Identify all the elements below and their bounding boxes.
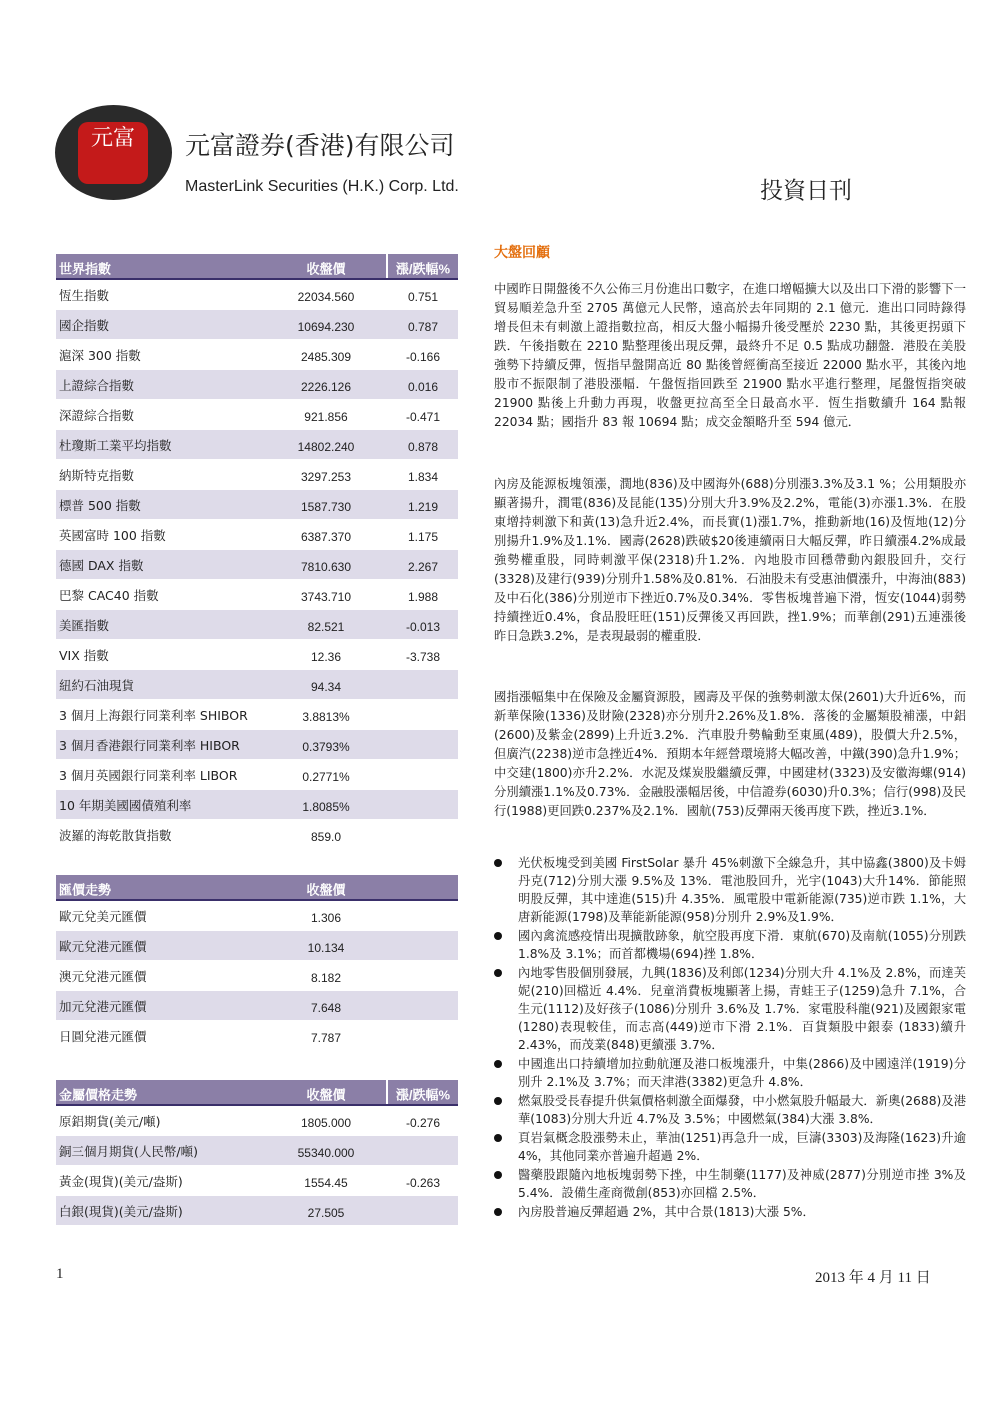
world-indices-table	[56, 254, 458, 850]
close-value: 7810.630	[300, 559, 352, 574]
bullet-item	[494, 1055, 966, 1091]
row-label: 白銀(現貨)(美元/盎斯)	[59, 1203, 183, 1219]
row-label: 國企指數	[59, 317, 110, 333]
row-label: 美匯指數	[59, 617, 110, 633]
logo-mark: 元富	[78, 122, 148, 184]
bullet-text: 國內禽流感疫情出現擴散跡象，航空股再度下滑．東航(670)及南航(1055)分別跌 1.8%及 3.1%；而首都機場(694)挫 1.8%．	[518, 929, 966, 961]
header-separator	[386, 254, 388, 278]
change-value: -0.276	[405, 1115, 441, 1130]
change-value: -0.013	[405, 619, 441, 634]
bullet-icon	[494, 969, 502, 977]
table-row	[56, 280, 458, 310]
close-value: 14802.240	[297, 439, 355, 454]
change-value: 0.016	[407, 379, 439, 394]
row-label: 深證綜合指數	[59, 407, 135, 423]
close-value: 22034.560	[297, 289, 355, 304]
company-name-cn: 元富證券(香港)有限公司	[185, 131, 455, 160]
bullet-item	[494, 927, 966, 963]
change-value: -0.263	[405, 1175, 441, 1190]
row-label: VIX 指數	[59, 647, 109, 663]
table-row	[56, 310, 458, 340]
close-value: 921.856	[304, 409, 348, 424]
change-value: 1.988	[407, 589, 439, 604]
header-cell: 收盤價	[306, 1087, 346, 1103]
bullet-icon	[494, 1208, 502, 1216]
table-header	[56, 1080, 458, 1106]
close-value: 0.3793%	[302, 739, 350, 754]
close-value: 7.787	[310, 1030, 342, 1045]
report-title: 投資日刊	[760, 178, 852, 204]
close-value: 27.505	[307, 1205, 345, 1220]
bullet-icon	[494, 1134, 502, 1142]
close-value: 1.306	[310, 910, 342, 925]
header-cell: 匯價走勢	[59, 883, 112, 899]
change-value: 1.834	[407, 469, 439, 484]
bullet-item	[494, 1129, 966, 1165]
review-paragraph-3: 國指漲幅集中在保險及金屬資源股，國壽及平保的強勢刺激太保(2601)大升近6%，而新華保險(1336)及財險(2328)亦分別升2.26%及1.8%．落後的金屬類股補漲，中鋁(2600)及紫金(2899)上升近3.2%．汽車股升勢輪動至東風(489)，股價大升2.5%，但廣汽(2238)逆市急挫近4%．預期本年經營環境將大幅改善，中鐵(390)急升1.9%；中交建(1800)亦升2.2%．水泥及煤炭股繼續反彈，中國建材(3323)及安徽海螺(914)分別續漲1.1%及0.73%．金融股漲幅居後，中信證券(6030)升0.3%；信行(998)及民行(1988)更回跌0.237%及2.1%．國航(753)反彈兩天後再度下跌，挫近3.1%．	[494, 690, 966, 818]
bullet-item	[494, 964, 966, 1054]
table-row	[56, 1106, 458, 1136]
table-row	[56, 1136, 458, 1166]
bullet-icon	[494, 1097, 502, 1105]
change-value: 0.751	[407, 289, 439, 304]
row-label: 德國 DAX 指數	[59, 557, 144, 573]
bullet-text: 內地零售股個別發展，九興(1836)及利郎(1234)分別大升 4.1%及 2.8%，而達芙妮(210)回檔近 4.4%．兒童消費板塊顯著上揚，青蛙王子(1259)急升 7.1%，合生元(1112)及好孩子(1086)分別升 3.6%及 1.7%．家電股科龍(921)及國銀家電(1280)表現較佳，而志高(449)逆市下滑 2.1%．百貨類股中銀泰 (1833)續升 2.43%，而茂業(848)更續漲 3.7%．	[518, 966, 966, 1052]
table-row	[56, 370, 458, 400]
close-value: 8.182	[310, 970, 342, 985]
table-row	[56, 901, 458, 931]
table-row	[56, 430, 458, 460]
row-label: 標普 500 指數	[59, 497, 141, 513]
row-label: 滬深 300 指數	[59, 347, 141, 363]
row-label: 銅三個月期貨(人民幣/噸)	[59, 1143, 198, 1159]
bullet-text: 中國進出口持續增加拉動航運及港口板塊漲升，中集(2866)及中國遠洋(1919)分別升 2.1%及 3.7%；而天津港(3382)更急升 4.8%．	[518, 1057, 966, 1089]
bullet-icon	[494, 932, 502, 940]
close-value: 1805.000	[300, 1115, 352, 1130]
table-row	[56, 1166, 458, 1196]
bullet-item	[494, 854, 966, 926]
close-value: 0.2771%	[302, 769, 350, 784]
table-header	[56, 875, 458, 901]
close-value: 3.8813%	[302, 709, 350, 724]
table-header	[56, 254, 458, 280]
bullet-text: 內房股普遍反彈超過 2%，其中合景(1813)大漲 5%．	[518, 1205, 815, 1219]
close-value: 2226.126	[300, 379, 352, 394]
row-label: 杜瓊斯工業平均指數	[59, 437, 172, 453]
header-separator	[386, 1080, 388, 1104]
table-row	[56, 340, 458, 370]
close-value: 7.648	[310, 1000, 342, 1015]
close-value: 12.36	[310, 649, 342, 664]
header-cell: 世界指數	[59, 262, 112, 278]
table-row	[56, 460, 458, 490]
change-value: 1.175	[407, 529, 439, 544]
close-value: 10694.230	[297, 319, 355, 334]
table-row	[56, 700, 458, 730]
close-value: 1554.45	[304, 1175, 348, 1190]
row-label: 黃金(現貨)(美元/盎斯)	[59, 1173, 183, 1189]
review-paragraph-2: 內房及能源板塊領漲，潤地(836)及中國海外(688)分別漲3.3%及3.1 %；公用類股亦顯著揚升，潤電(836)及昆能(135)分別大升3.9%及2.2%，電能(3)亦漲1.3%．在股東增持刺激下和黃(13)急升近2.4%，而長實(1)漲1.7%，推動新地(16)及恆地(12)分別揚升1.9%及1.1%．國壽(2628)跌破$20後連續兩日大幅反彈，昨日續漲4.2%成最強勢權重股，同時刺激平保(2318)升1.2%．內地股市回穩帶動內銀股回升，交行(3328)及建行(939)分別升1.58%及0.81%．石油股未有受惠油價漲升，中海油(883)及中石化(386)分別逆市下挫近0.7%及0.34%．零售板塊普遍下滑，恆安(1044)弱勢持續挫近0.4%，食品股旺旺(151)反彈後又再回跌，挫1.9%；而華創(291)五連漲後昨日急跌3.2%，是表現最弱的權重股．	[494, 477, 966, 643]
close-value: 1587.730	[300, 499, 352, 514]
section-title: 大盤回顧	[494, 245, 550, 261]
close-value: 6387.370	[300, 529, 352, 544]
table-row	[56, 790, 458, 820]
row-label: 納斯特克指數	[59, 467, 135, 483]
table-row	[56, 670, 458, 700]
row-label: 歐元兌美元匯價	[59, 908, 147, 924]
close-value: 2485.309	[300, 349, 352, 364]
table-row	[56, 931, 458, 961]
change-value: 0.787	[407, 319, 439, 334]
row-label: 巴黎 CAC40 指數	[59, 587, 159, 603]
row-label: 歐元兌港元匯價	[59, 938, 147, 954]
table-row	[56, 400, 458, 430]
report-date: 2013 年 4 月 11 日	[815, 1270, 931, 1286]
bullet-item	[494, 1203, 966, 1221]
close-value: 3743.710	[300, 589, 352, 604]
bullet-text: 醫藥股跟隨內地板塊弱勢下挫，中生制藥(1177)及神威(2877)分別逆市挫 3%及 5.4%．設備生產商微創(853)亦回檔 2.5%．	[518, 1168, 966, 1200]
change-value: -0.166	[405, 349, 441, 364]
table-row	[56, 961, 458, 991]
table-row	[56, 1021, 458, 1051]
close-value: 94.34	[310, 679, 342, 694]
header-cell: 收盤價	[306, 882, 346, 898]
row-label: 3 個月香港銀行同業利率 HIBOR	[59, 737, 240, 753]
change-value: -3.738	[405, 649, 441, 664]
bullet-item	[494, 1092, 966, 1128]
change-value: -0.471	[405, 409, 441, 424]
bullet-text: 燃氣股受長春提升供氣價格刺激全面爆發，中小燃氣股升幅最大．新奧(2688)及港華(1083)分別大升近 4.7%及 3.5%；中國燃氣(384)大漲 3.8%．	[518, 1094, 966, 1126]
table-row	[56, 610, 458, 640]
row-label: 紐約石油現貨	[59, 677, 135, 693]
close-value: 55340.000	[297, 1145, 355, 1160]
bullet-item	[494, 1166, 966, 1202]
close-value: 859.0	[310, 829, 342, 844]
header-cell: 收盤價	[306, 261, 346, 277]
table-row	[56, 490, 458, 520]
header-cell: 金屬價格走勢	[59, 1088, 138, 1104]
header-cell: 漲/跌幅%	[395, 261, 451, 277]
bullet-text: 頁岩氣概念股漲勢未止，華油(1251)再急升一成，巨濤(3303)及海隆(1623)升逾 4%，其他同業亦普遍升超過 2%．	[518, 1131, 966, 1163]
close-value: 1.8085%	[302, 799, 350, 814]
row-label: 澳元兌港元匯價	[59, 968, 147, 984]
row-label: 恆生指數	[59, 287, 110, 303]
review-paragraph-1: 中國昨日開盤後不久公佈三月份進出口數字，在進口增幅擴大以及出口下滑的影響下一貿易順差急升至 2705 萬億元人民幣，遠高於去年同期的 2.1 億元．進出口同時錄得增長但未有刺激上證指數拉高，相反大盤小幅揚升後受壓於 2230 點，其後更拐頭下跌．午後指數在 2210 點整理後出現反彈，最終升不足 0.5 點成功翻盤．港股在美股強勢下持續反彈，恆指早盤開高近 80 點後曾經衝高至接近 22000 點水平，其後內地股市不振限制了港股漲幅．午盤恆指回跌至 21900 點水平進行整理，尾盤恆指突破 21900 點後上升動力再現，收盤更拉高至全日最高水平．恆生指數續升 164 點報 22034 點；國指升 83 報 10694 點；成交金額略升至 594 億元．	[494, 282, 966, 429]
close-value: 3297.253	[300, 469, 352, 484]
table-row	[56, 520, 458, 550]
page-number: 1	[56, 1266, 64, 1282]
table-row	[56, 550, 458, 580]
table-row	[56, 1196, 458, 1226]
change-value: 1.219	[407, 499, 439, 514]
row-label: 3 個月英國銀行同業利率 LIBOR	[59, 767, 238, 783]
review-bullet-list	[494, 854, 966, 1222]
bullet-icon	[494, 859, 502, 867]
table-row	[56, 820, 458, 850]
row-label: 上證綜合指數	[59, 377, 135, 393]
company-name-en: MasterLink Securities (H.K.) Corp. Ltd.	[185, 178, 459, 195]
row-label: 3 個月上海銀行同業利率 SHIBOR	[59, 707, 248, 723]
bullet-text: 光伏板塊受到美國 FirstSolar 暴升 45%刺激下全線急升，其中協鑫(3800)及卡姆丹克(712)分別大漲 9.5%及 13%．電池股回升，光宇(1043)大升14%．節能照明股反彈，其中達進(515)升 4.35%．風電股中電新能源(735)逆市跌 1.1%，大唐新能源(1798)及華能新能源(958)分別升 2.9%及1.9%．	[518, 856, 966, 924]
header-cell: 漲/跌幅%	[395, 1087, 451, 1103]
row-label: 加元兌港元匯價	[59, 998, 147, 1014]
table-row	[56, 760, 458, 790]
table-row	[56, 580, 458, 610]
row-label: 10 年期美國國債殖利率	[59, 797, 192, 813]
close-value: 10.134	[307, 940, 345, 955]
change-value: 2.267	[407, 559, 439, 574]
table-row	[56, 991, 458, 1021]
table-row	[56, 640, 458, 670]
row-label: 英國富時 100 指數	[59, 527, 166, 543]
close-value: 82.521	[307, 619, 345, 634]
metals-table	[56, 1080, 458, 1226]
row-label: 波羅的海乾散貨指數	[59, 827, 172, 843]
row-label: 日圓兌港元匯價	[59, 1028, 147, 1044]
bullet-icon	[494, 1060, 502, 1068]
fx-table	[56, 875, 458, 1051]
change-value: 0.878	[407, 439, 439, 454]
row-label: 原鋁期貨(美元/噸)	[59, 1113, 161, 1129]
bullet-icon	[494, 1171, 502, 1179]
table-row	[56, 730, 458, 760]
